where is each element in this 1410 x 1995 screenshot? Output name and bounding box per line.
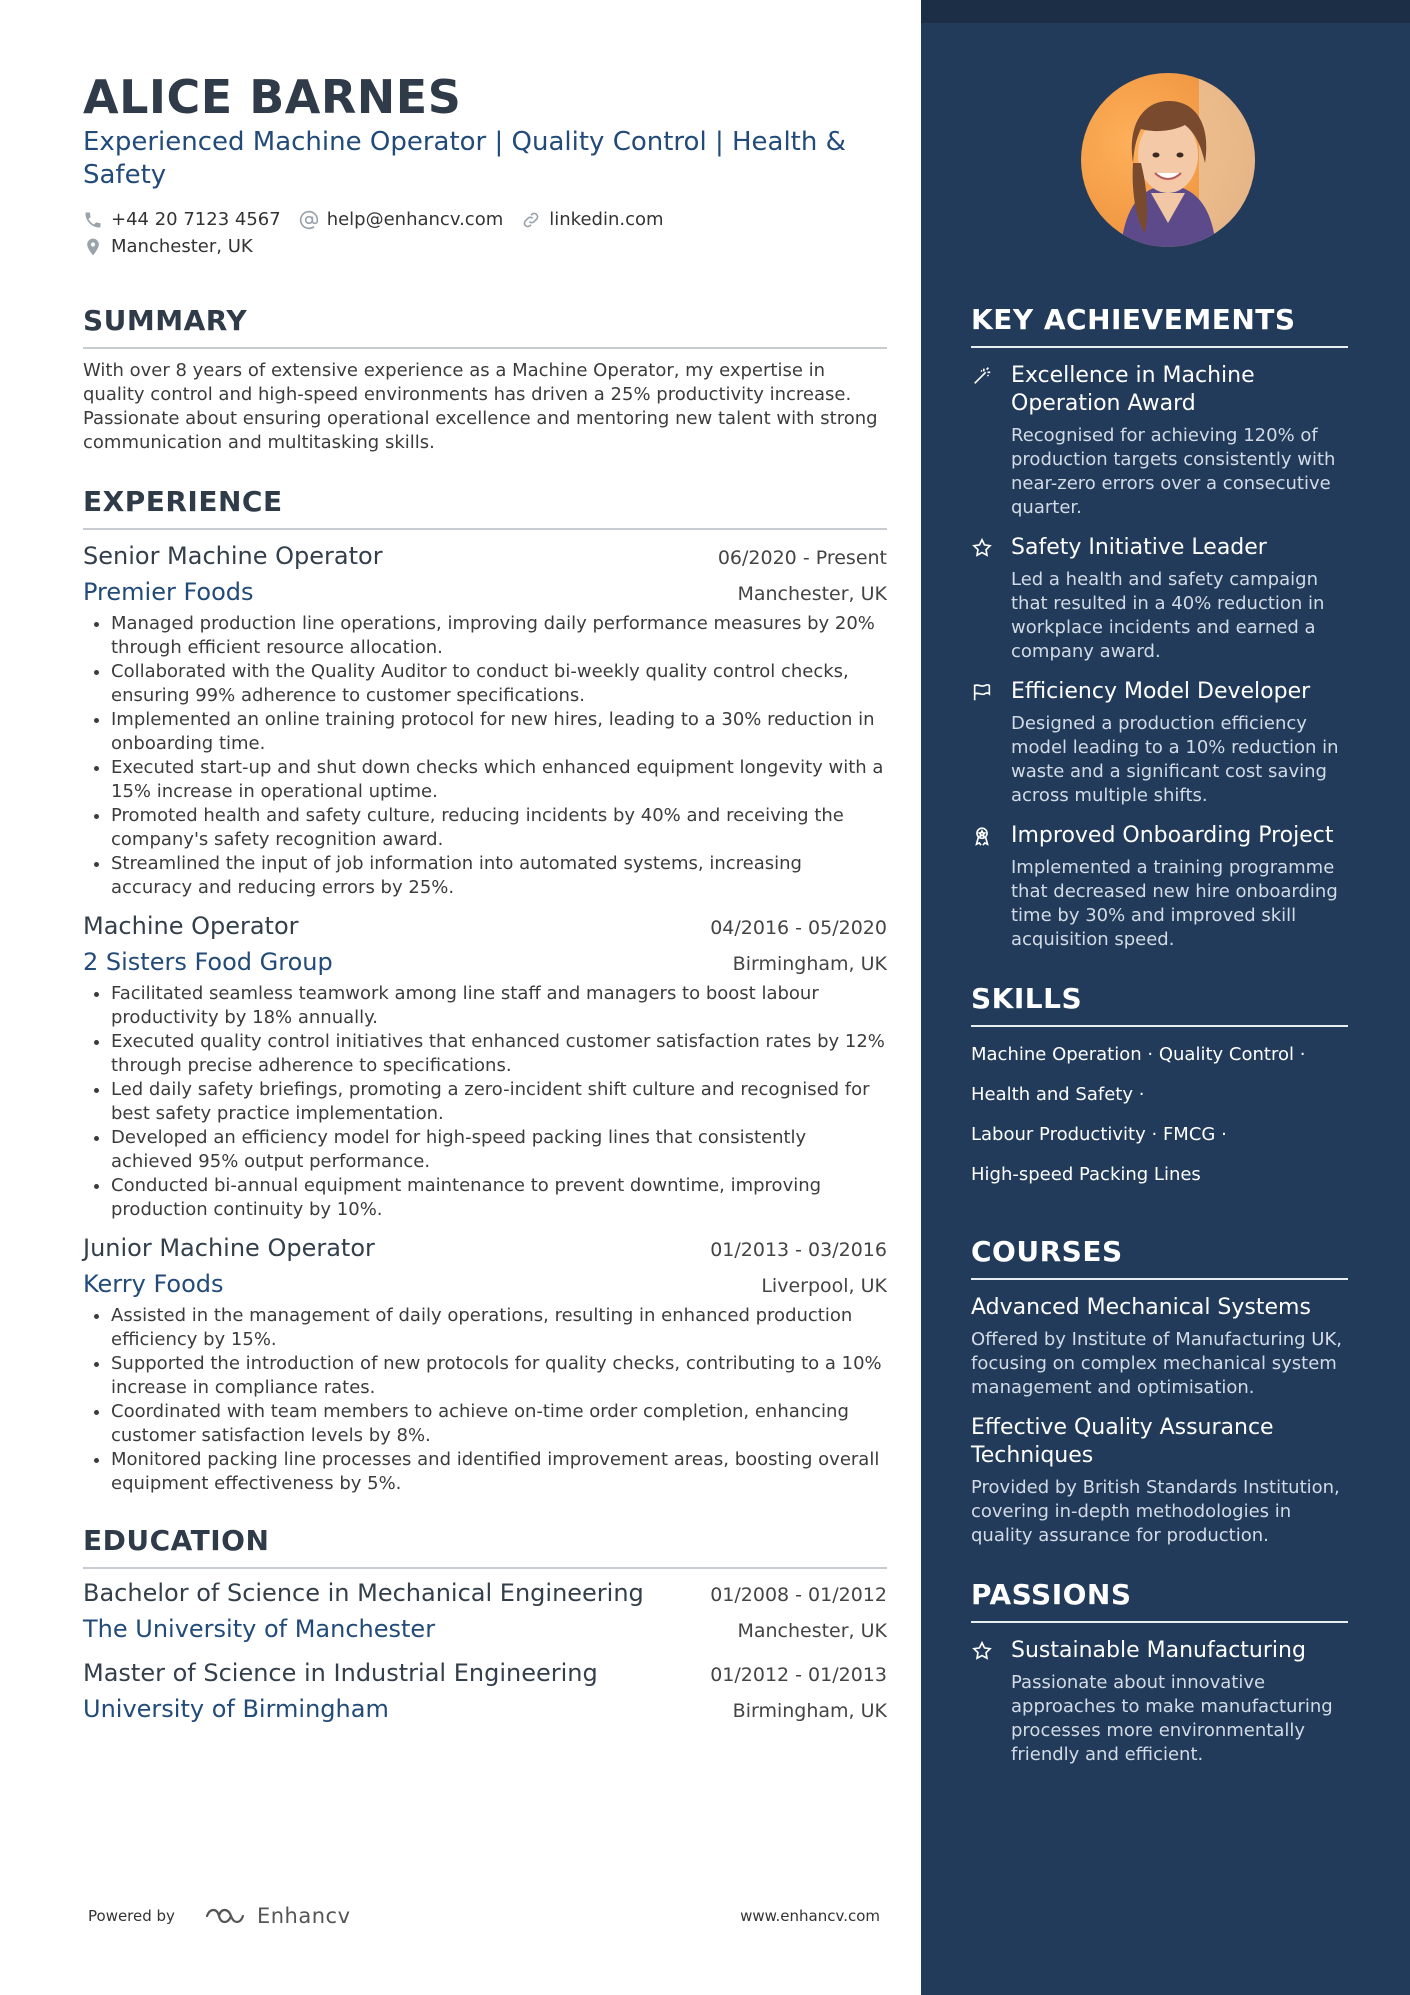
skill-tag: Quality Control · [1158, 1044, 1306, 1065]
job-bullets [83, 982, 887, 1222]
achievement-desc: Designed a production efficiency model leading to a 10% reduction in waste and a significant cost saving across multiple shifts. [1011, 713, 1339, 806]
degree-title: Master of Science in Industrial Engineering [83, 1659, 598, 1687]
website-link[interactable]: www.enhancv.com [740, 1907, 880, 1925]
course-desc: Offered by Institute of Manufacturing UK, focusing on complex mechanical system management and optimisation. [971, 1329, 1342, 1398]
bullet-item: • Facilitated seamless teamwork among line staff and managers to boost labour productivity by 18% annually. [111, 982, 887, 1030]
bullet-item: • Promoted health and safety culture, reducing incidents by 40% and receiving the company's safety recognition award. [111, 804, 887, 852]
achievement-title: Excellence in Machine Operation Award [1011, 363, 1255, 416]
achievement-desc: Implemented a training programme that decreased new hire onboarding time by 30% and improved skill acquisition speed. [1011, 857, 1338, 950]
experience-section [83, 485, 887, 1496]
linkedin-contact[interactable] [521, 206, 663, 233]
bullet-item: • Coordinated with team members to achieve on-time order completion, enhancing customer satisfaction levels by 8%. [111, 1400, 887, 1448]
linkedin-text: linkedin.com [549, 209, 664, 230]
flag-icon [971, 681, 993, 703]
education-section [83, 1524, 887, 1723]
company-name: 2 Sisters Food Group [83, 948, 333, 976]
email-contact[interactable] [299, 206, 504, 233]
enhancv-logo[interactable] [201, 1904, 351, 1928]
skill-tag: FMCG · [1162, 1124, 1227, 1145]
skill-label: Health and Safety [971, 1084, 1133, 1105]
experience-entry [83, 912, 887, 1222]
course-item [971, 1294, 1348, 1400]
bullet-item: • Executed quality control initiatives that enhanced customer satisfaction rates by 12% through precise adherence to specifications. [111, 1030, 887, 1078]
skills-list [971, 1035, 1331, 1195]
summary-section [83, 304, 887, 455]
education-entry [83, 1659, 887, 1723]
bullet-item: • Monitored packing line processes and identified improvement areas, boosting overall equipment effectiveness by 5%. [111, 1448, 887, 1496]
skills-heading: SKILLS [971, 982, 1348, 1027]
map-pin-icon [83, 237, 103, 257]
phone-text: +44 20 7123 4567 [111, 209, 281, 230]
experience-entry [83, 1234, 887, 1496]
job-dates: 01/2013 - 03/2016 [710, 1239, 887, 1261]
education-dates: 01/2008 - 01/2012 [710, 1584, 887, 1606]
job-bullets [83, 1304, 887, 1496]
education-heading: EDUCATION [83, 1524, 887, 1569]
link-icon [521, 210, 541, 230]
location-text: Manchester, UK [111, 236, 253, 257]
achievement-item [971, 534, 1348, 664]
company-name: Kerry Foods [83, 1270, 224, 1298]
award-ribbon-icon [971, 825, 993, 847]
powered-by-label: Powered by [88, 1907, 175, 1925]
job-dates: 06/2020 - Present [717, 547, 887, 569]
job-location: Birmingham, UK [732, 953, 887, 975]
degree-title: Bachelor of Science in Mechanical Engineering [83, 1579, 644, 1607]
achievement-desc: Led a health and safety campaign that resulted in a 40% reduction in workplace incidents and earned a company award. [1011, 569, 1325, 662]
skill-label: Labour Productivity [971, 1124, 1146, 1145]
course-desc: Provided by British Standards Institution, covering in-depth methodologies in quality assurance for production. [971, 1477, 1340, 1546]
course-item [971, 1414, 1348, 1548]
achievements-section [971, 303, 1348, 952]
school-location: Birmingham, UK [732, 1700, 887, 1722]
contact-info [83, 206, 887, 260]
phone-contact[interactable] [83, 206, 281, 233]
achievement-item [971, 678, 1348, 808]
summary-text: With over 8 years of extensive experience as a Machine Operator, my expertise in quality control and high-speed environments has driven a 25% productivity increase. Passionate about ensuring operational excellence and mentoring new talent with strong communication and multitasking skills. [83, 360, 878, 453]
skill-tag: Labour Productivity · [971, 1124, 1158, 1145]
bullet-item: • Executed start-up and shut down checks which enhanced equipment longevity with a 15% increase in operational uptime. [111, 756, 887, 804]
star-icon [971, 537, 993, 559]
school-name: University of Birmingham [83, 1695, 389, 1723]
passions-section [971, 1578, 1348, 1767]
bullet-item: • Managed production line operations, improving daily performance measures by 20% through efficient resource allocation. [111, 612, 887, 660]
passion-item [971, 1637, 1348, 1767]
skill-label: Machine Operation [971, 1044, 1142, 1065]
bullet-item: • Developed an efficiency model for high-speed packing lines that consistently achieved 95% output performance. [111, 1126, 887, 1174]
candidate-name: ALICE BARNES [83, 70, 462, 124]
achievement-title: Efficiency Model Developer [1011, 679, 1311, 704]
skill-tag [971, 1164, 1201, 1185]
job-location: Manchester, UK [737, 583, 887, 605]
candidate-headline: Experienced Machine Operator | Quality Control | Health & Safety [83, 127, 846, 190]
magic-wand-icon [971, 365, 993, 387]
courses-section [971, 1235, 1348, 1548]
bullet-item: • Supported the introduction of new protocols for quality checks, contributing to a 10% increase in compliance rates. [111, 1352, 887, 1400]
school-location: Manchester, UK [737, 1620, 887, 1642]
job-title: Junior Machine Operator [83, 1234, 375, 1262]
at-sign-icon [299, 210, 319, 230]
bullet-item: • Implemented an online training protocol for new hires, leading to a 30% reduction in onboarding time. [111, 708, 887, 756]
bullet-item: • Collaborated with the Quality Auditor to conduct bi-weekly quality control checks, ensuring 99% adherence to customer specifications. [111, 660, 887, 708]
achievement-title: Safety Initiative Leader [1011, 535, 1267, 560]
summary-heading: SUMMARY [83, 304, 887, 349]
bullet-item: • Streamlined the input of job information into automated systems, increasing accuracy and reducing errors by 25%. [111, 852, 887, 900]
skill-tag: Machine Operation · [971, 1044, 1154, 1065]
skill-label: FMCG [1162, 1124, 1216, 1145]
achievement-desc: Recognised for achieving 120% of production targets consistently with near-zero errors over a consecutive quarter. [1011, 425, 1336, 518]
bullet-item: • Assisted in the management of daily operations, resulting in enhanced production efficiency by 15%. [111, 1304, 887, 1352]
education-dates: 01/2012 - 01/2013 [710, 1664, 887, 1686]
passion-desc: Passionate about innovative approaches to make manufacturing processes more environmentally friendly and efficient. [1011, 1672, 1333, 1765]
achievement-title: Improved Onboarding Project [1011, 823, 1334, 848]
enhancv-logo-icon [201, 1904, 249, 1928]
experience-heading: EXPERIENCE [83, 485, 887, 530]
course-title: Advanced Mechanical Systems [971, 1295, 1311, 1320]
job-location: Liverpool, UK [761, 1275, 887, 1297]
job-dates: 04/2016 - 05/2020 [710, 917, 887, 939]
skills-section [971, 982, 1348, 1195]
job-bullets [83, 612, 887, 900]
skill-label: High-speed Packing Lines [971, 1164, 1201, 1185]
courses-heading: COURSES [971, 1235, 1348, 1280]
achievement-item [971, 362, 1348, 520]
sidebar [921, 0, 1410, 1995]
skill-label: Quality Control [1158, 1044, 1294, 1065]
brand-name: Enhancv [256, 1904, 351, 1928]
sidebar-top-bar [921, 0, 1410, 23]
passion-title: Sustainable Manufacturing [1011, 1638, 1306, 1663]
school-name: The University of Manchester [83, 1615, 436, 1643]
bullet-item: • Led daily safety briefings, promoting a zero-incident shift culture and recognised for best safety practice implementation. [111, 1078, 887, 1126]
bullet-item: • Conducted bi-annual equipment maintenance to prevent downtime, improving production continuity by 10%. [111, 1174, 887, 1222]
profile-photo [1081, 73, 1255, 247]
course-title: Effective Quality Assurance Techniques [971, 1415, 1274, 1468]
skill-tag: Health and Safety · [971, 1084, 1145, 1105]
avatar [1081, 73, 1255, 247]
powered-by [88, 1904, 351, 1928]
star-icon [971, 1640, 993, 1662]
passions-heading: PASSIONS [971, 1578, 1348, 1623]
achievements-heading: KEY ACHIEVEMENTS [971, 303, 1348, 348]
email-text: help@enhancv.com [326, 209, 504, 230]
company-name: Premier Foods [83, 578, 254, 606]
footer [88, 1904, 880, 1928]
experience-entry [83, 542, 887, 900]
phone-icon [83, 210, 103, 230]
job-title: Machine Operator [83, 912, 299, 940]
achievement-item [971, 822, 1348, 952]
location-contact [83, 233, 253, 260]
job-title: Senior Machine Operator [83, 542, 383, 570]
education-entry [83, 1579, 887, 1643]
